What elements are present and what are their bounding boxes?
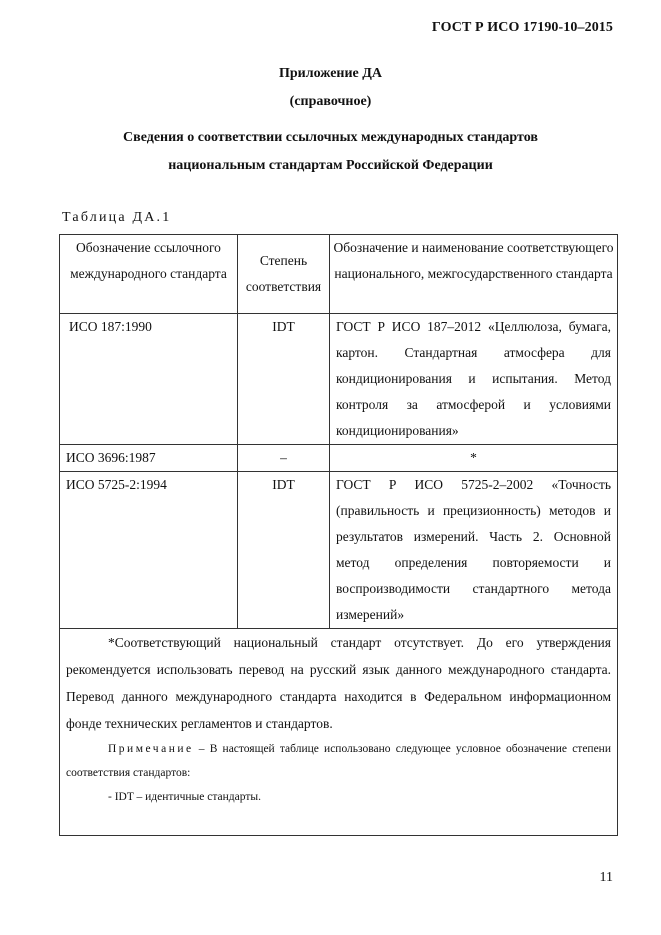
table-header-row xyxy=(60,235,618,314)
footnote-block xyxy=(60,629,617,737)
row-degree: IDT xyxy=(238,472,330,629)
page-number: 11 xyxy=(599,870,613,885)
table-row xyxy=(60,314,618,445)
row-reference: ИСО 3696:1987 xyxy=(60,445,238,472)
note-text: – В настоящей таблице использовано следующее условное обозначение степени соответствия стандартов: xyxy=(66,743,611,779)
row-national: ГОСТ Р ИСО 5725-2–2002 «Точность (правильность и прецизионность) методов и результатов измерений. Часть 2. Основной метод определения повторяемости и воспроизводимости стандартного метода измерений» xyxy=(330,472,618,629)
header-col-national: Обозначение и наименование соответствующего национального, межгосударственного стандарта xyxy=(330,235,618,314)
appendix-title: Приложение ДА xyxy=(278,66,383,81)
row-national: * xyxy=(330,445,618,472)
note-item: - IDT – идентичные стандарты. xyxy=(108,791,261,803)
header-col-reference: Обозначение ссылочного международного стандарта xyxy=(60,235,238,314)
footnote-text: *Соответствующий национальный стандарт отсутствует. До его утверждения рекомендуется использовать перевод на русский язык данного международного стандарта. Перевод данного международного стандарта находится в Федеральном информационном фонде технических регламентов и стандартов. xyxy=(66,635,611,731)
row-reference: ИСО 5725-2:1994 xyxy=(60,472,238,629)
row-reference: ИСО 187:1990 xyxy=(60,314,238,445)
row-national: ГОСТ Р ИСО 187–2012 «Целлюлоза, бумага, картон. Стандартная атмосфера для кондиционирования и испытания. Метод контроля за атмосферой и условиями кондиционирования» xyxy=(330,314,618,445)
table-caption: Таблица ДА.1 xyxy=(62,210,172,225)
row-degree: IDT xyxy=(238,314,330,445)
note-paragraph xyxy=(60,737,617,785)
table-row xyxy=(60,445,618,472)
table-row xyxy=(60,472,618,629)
correspondence-table xyxy=(59,234,618,836)
document-code: ГОСТ Р ИСО 17190-10–2015 xyxy=(431,20,613,35)
appendix-subtitle: (справочное) xyxy=(289,94,372,109)
appendix-heading-line2: национальным стандартам Российской Федерации xyxy=(168,158,493,173)
header-col-degree: Степень соответствия xyxy=(238,235,330,314)
note-label: Примечание xyxy=(108,743,194,755)
appendix-heading-line1: Сведения о соответствии ссылочных международных стандартов xyxy=(123,130,538,145)
table-footnote-cell xyxy=(60,629,618,836)
table-footnote-row xyxy=(60,629,618,836)
row-degree: – xyxy=(238,445,330,472)
